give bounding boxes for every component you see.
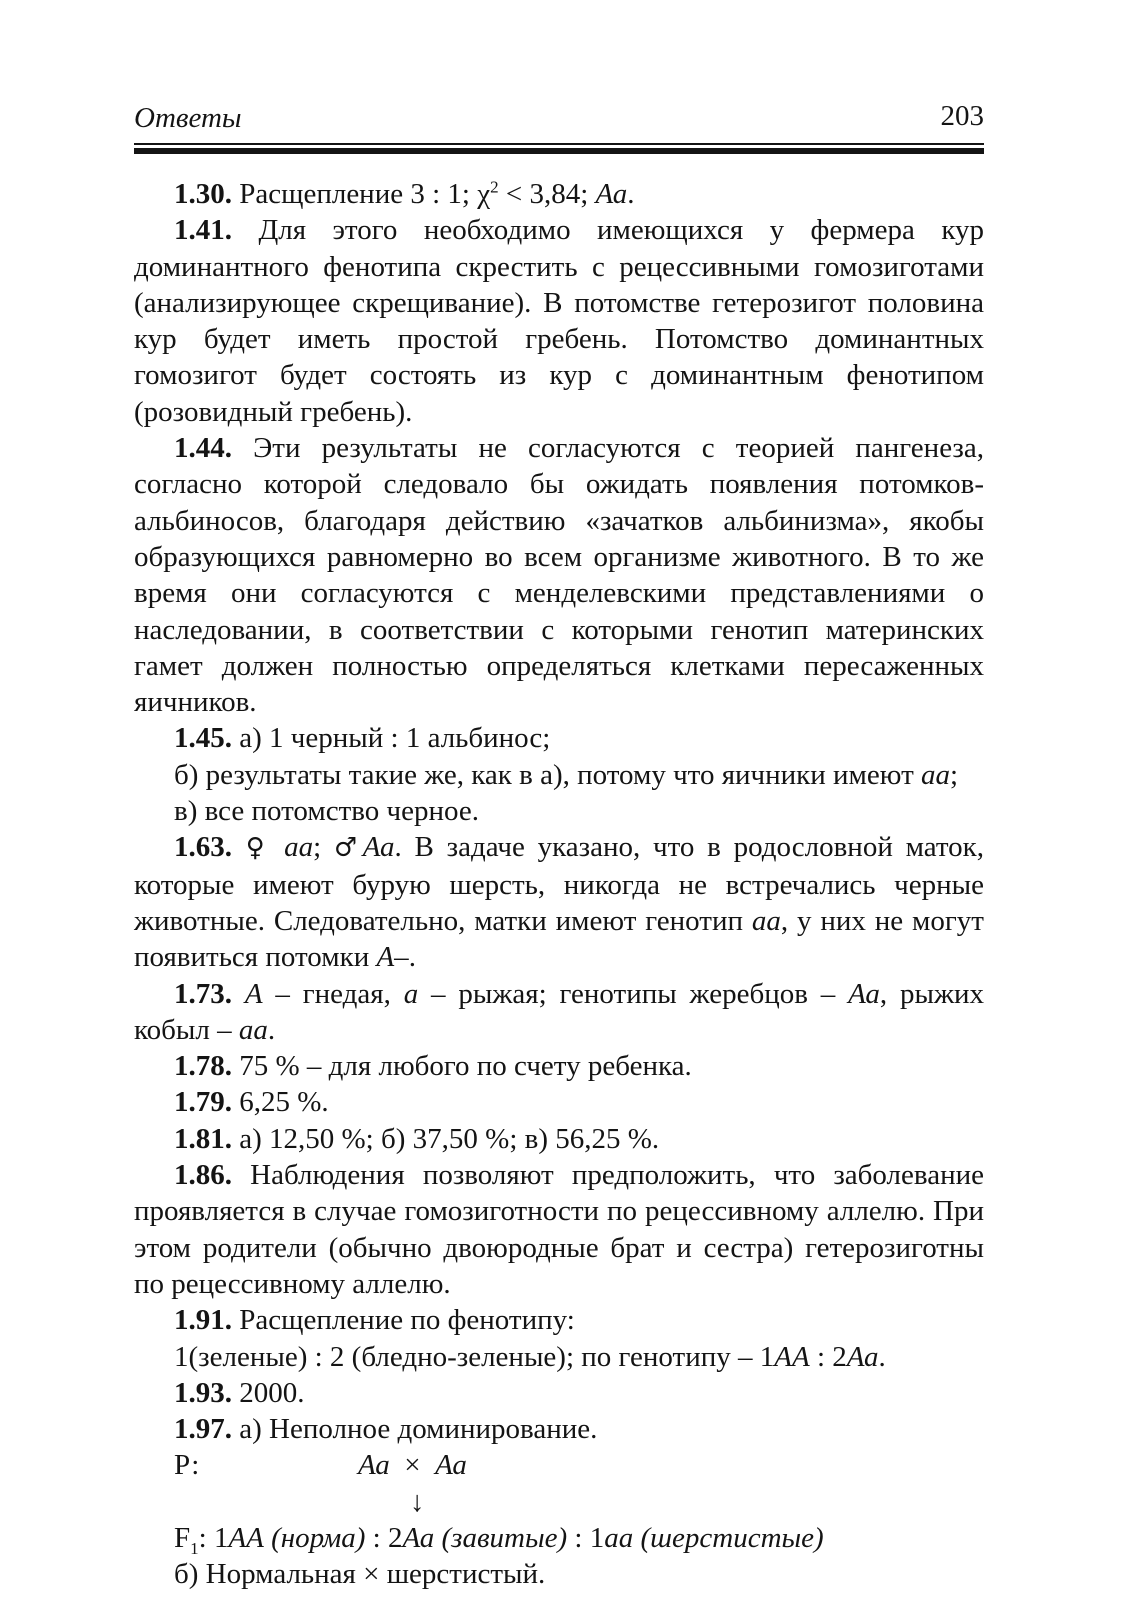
answer-1-45-b: б) результаты такие же, как в а), потому что яичники имеют аа;: [174, 758, 959, 791]
male-symbol-icon: ♂: [333, 833, 363, 864]
answer-1-97-b: б) Нормальная × шерстистый.: [174, 1558, 546, 1591]
parent-genotype-1: Аа: [358, 1449, 390, 1482]
page-header: [134, 100, 984, 140]
answer-1-93: 1.93. 2000.: [174, 1376, 305, 1409]
page-number: 203: [940, 100, 984, 132]
header-rule-thin: [134, 143, 984, 145]
answer-1-81: 1.81. а) 12,50 %; б) 37,50 %; в) 56,25 %.: [174, 1122, 660, 1155]
answer-1-97: 1.97. а) Неполное доминирование.: [174, 1413, 598, 1446]
parents-label: Р:: [174, 1449, 200, 1482]
answers-body: [134, 176, 984, 1593]
answer-1-30: 1.30. Расщепление 3 : 1; $\chi^2 < 3,84$; Аа.: [174, 177, 635, 210]
answer-1-78: 1.78. 75 % – для любого по счету ребенка.: [174, 1050, 692, 1083]
answer-1-86: 1.86. Наблюдения позволяют предположить, что заболевание проявляется в случае гомозиготности по рецессивному аллелю. При этом родители (обычно двоюродные брат и сестра) гетерозиготны по рецессивному аллелю.: [134, 1159, 984, 1300]
header-rule-thick: [134, 148, 984, 154]
answer-1-73: 1.73. А – гнедая, а – рыжая; генотипы жеребцов – Аа, рыжих кобыл – аа.: [134, 977, 985, 1046]
answer-1-91-ratio: 1(зеленые) : 2 (бледно-зеленые); по генотипу – 1АА : 2Аа.: [174, 1340, 886, 1373]
answer-1-79: 1.79. 6,25 %.: [174, 1086, 329, 1119]
arrow-down-icon: ↓: [410, 1485, 425, 1518]
cross-scheme-parents: [134, 1447, 984, 1483]
female-symbol-icon: ♀: [232, 833, 285, 864]
cross-symbol: ×: [404, 1449, 421, 1482]
parent-genotype-2: Аа: [435, 1449, 467, 1482]
answer-1-44: 1.44. Эти результаты не согласуются с теорией пангенеза, согласно которой следовало бы ожидать появления потомков-альбиносов, благодаря действию «зачатков альбинизма», якобы образующихся равномерно во всем организме животного. В то же время они согласуются с менделевскими представлениями о наследовании, в соответствии с которыми генотип материнских гамет должен полностью определяться клетками пересаженных яичников.: [134, 432, 984, 719]
answer-1-45-c: в) все потомство черное.: [174, 795, 479, 828]
cross-scheme-arrow: [134, 1484, 984, 1520]
answer-1-63: 1.63. ♀ аа; ♂Аа. В задаче указано, что в родословной маток, которые имеют бурую шерсть, никогда не встречались черные животные. Следовательно, матки имеют генотип аа, у них не могут появиться потомки А–.: [134, 831, 984, 974]
answer-1-91: 1.91. Расщепление по фенотипу:: [174, 1304, 575, 1337]
answer-1-45: 1.45. а) 1 черный : 1 альбинос;: [174, 722, 551, 755]
answer-1-41: 1.41. Для этого необходимо имеющихся у фермера кур доминантного фенотипа скрестить с рецессивными гомозиготами (анализирующее скрещивание). В потомстве гетерозигот половина кур будет иметь простой гребень. Потомство доминантных гомозигот будет состоять из кур с доминантным фенотипом (розовидный гребень).: [134, 214, 984, 428]
cross-scheme-offspring: $F_1$: 1АА (норма) : 2Аа (завитые) : 1аа (шерстистые): [174, 1521, 824, 1558]
running-title: Ответы: [134, 102, 242, 134]
